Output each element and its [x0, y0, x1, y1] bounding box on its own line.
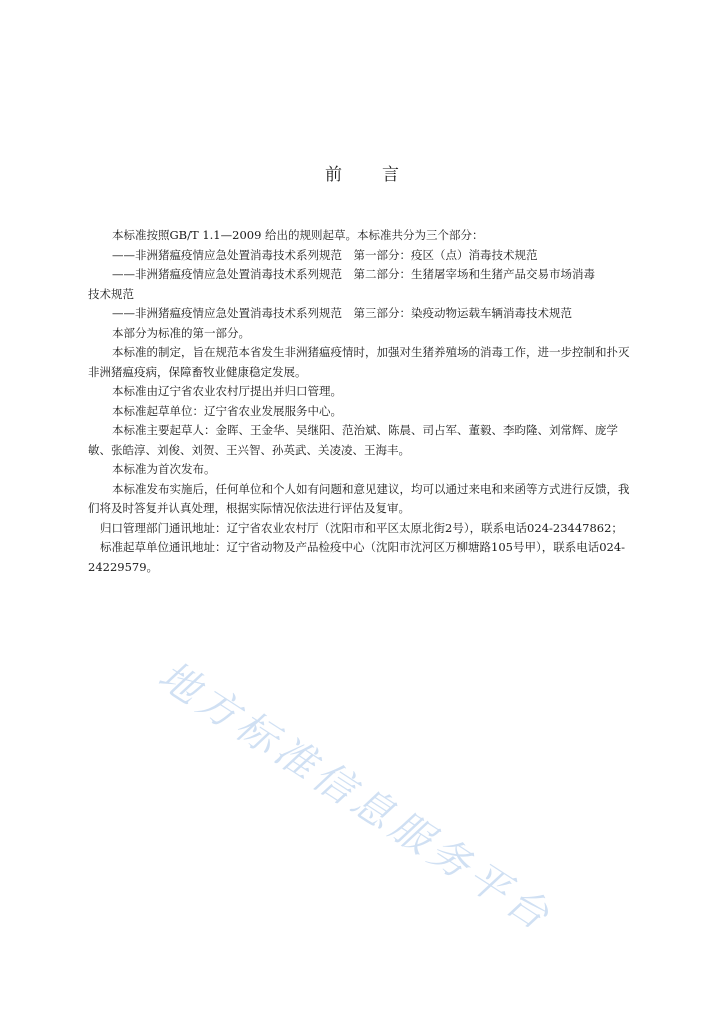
- paragraph: ——非洲猪瘟疫情应急处置消毒技术系列规范 第二部分：生猪屠宰场和生猪产品交易市场消毒: [112, 267, 595, 281]
- page-title: [0, 160, 724, 185]
- paragraph: 本标准为首次发布。: [112, 462, 216, 476]
- paragraph: 本标准发布实施后，任何单位和个人如有问题和意见建议，均可以通过来电和来函等方式进行反馈，我们将及时答复并认真处理，根据实际情况依法进行评估及复审。: [88, 481, 630, 515]
- title-char-1: 前: [325, 165, 342, 185]
- paragraph: ——非洲猪瘟疫情应急处置消毒技术系列规范 第三部分：染疫动物运载车辆消毒技术规范: [112, 306, 572, 320]
- foreword-body: [88, 226, 636, 577]
- address-line: 归口管理部门通讯地址：辽宁省农业农村厅（沈阳市和平区太原北街2号），联系电话024-23447862；: [100, 520, 623, 535]
- paragraph: 本标准主要起草人：金晖、王金华、吴继阳、范治斌、陈晨、司占军、董毅、李昀隆、刘常辉、庞学敏、张皓淳、刘俊、刘贺、王兴智、孙英武、关凌凌、王海丰。: [88, 423, 618, 457]
- paragraph: 本标准起草单位：辽宁省农业发展服务中心。: [112, 403, 342, 418]
- watermark: 地方标准信息服务平台: [150, 652, 561, 942]
- paragraph: ——非洲猪瘟疫情应急处置消毒技术系列规范 第一部分：疫区（点）消毒技术规范: [112, 247, 538, 262]
- paragraph: 本标准的制定，旨在规范本省发生非洲猪瘟疫情时，加强对生猪养殖场的消毒工作，进一步控制和扑灭非洲猪瘟疫病，保障畜牧业健康稳定发展。: [88, 345, 630, 379]
- paragraph: 本标准按照GB/T 1.1—2009 给出的规则起草。本标准共分为三个部分：: [112, 228, 484, 242]
- title-char-2: 言: [382, 165, 399, 185]
- address-line: 标准起草单位通讯地址：辽宁省动物及产品检疫中心（沈阳市沈河区万柳塘路105号甲），联系电话024-24229579。: [88, 540, 626, 574]
- paragraph: 技术规范: [88, 286, 134, 301]
- paragraph: 本部分为标准的第一部分。: [112, 325, 250, 340]
- paragraph: 本标准由辽宁省农业农村厅提出并归口管理。: [112, 384, 342, 398]
